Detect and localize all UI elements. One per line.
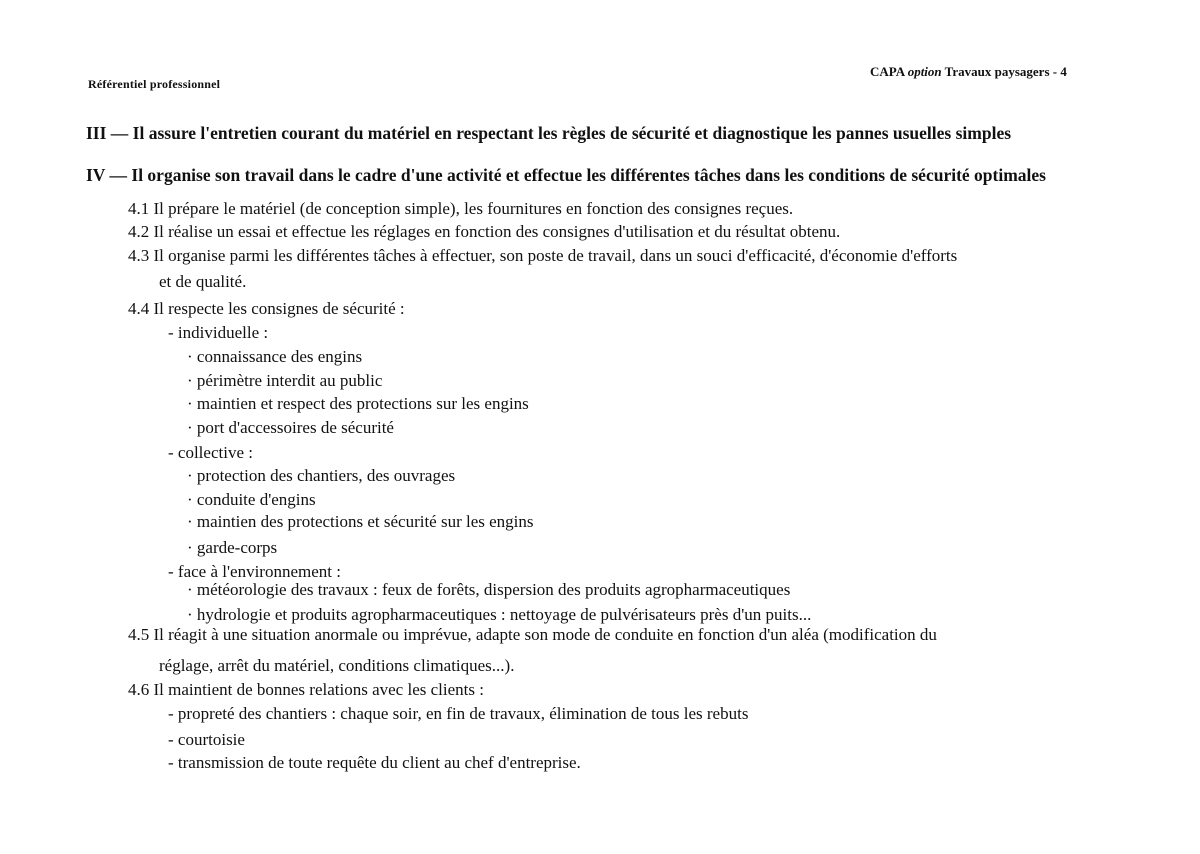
list-item: · port d'accessoires de sécurité bbox=[187, 418, 394, 437]
list-item: - courtoisie bbox=[168, 730, 245, 749]
item-4-2: 4.2 Il réalise un essai et effectue les réglages en fonction des consignes d'utilisation et du résultat obtenu. bbox=[128, 222, 841, 241]
list-item: · maintien des protections et sécurité sur les engins bbox=[187, 512, 534, 531]
header-right-prefix: CAPA bbox=[870, 64, 905, 79]
section-iii-heading: III — Il assure l'entretien courant du matériel en respectant les règles de sécurité et diagnostique les pannes usuelles simples bbox=[86, 123, 1012, 143]
list-item: · connaissance des engins bbox=[187, 347, 363, 366]
header-right-suffix: Travaux paysagers - 4 bbox=[944, 64, 1067, 79]
item-4-3-line1: 4.3 Il organise parmi les différentes tâches à effectuer, son poste de travail, dans un souci d'efficacité, d'économie d'efforts bbox=[128, 246, 958, 265]
item-4-4: 4.4 Il respecte les consignes de sécurité : bbox=[128, 299, 405, 318]
header-right bbox=[870, 64, 1067, 80]
list-item: - propreté des chantiers : chaque soir, en fin de travaux, élimination de tous les rebuts bbox=[168, 704, 749, 723]
item-4-5-line2: réglage, arrêt du matériel, conditions climatiques...). bbox=[159, 656, 515, 675]
list-item: - transmission de toute requête du client au chef d'entreprise. bbox=[168, 753, 581, 772]
list-item: · garde-corps bbox=[187, 538, 278, 557]
item-4-6: 4.6 Il maintient de bonnes relations avec les clients : bbox=[128, 680, 484, 699]
list-header-individuelle: - individuelle : bbox=[168, 323, 269, 342]
list-header-environnement: - face à l'environnement : bbox=[168, 562, 341, 581]
section-iv-heading: IV — Il organise son travail dans le cadre d'une activité et effectue les différentes tâches dans les conditions de sécurité optimales bbox=[86, 165, 1046, 185]
list-item: · météorologie des travaux : feux de forêts, dispersion des produits agropharmaceutiques bbox=[187, 580, 791, 599]
header-left: Référentiel professionnel bbox=[88, 77, 221, 91]
item-4-3-line2: et de qualité. bbox=[159, 272, 247, 291]
list-item: · maintien et respect des protections sur les engins bbox=[187, 394, 529, 413]
item-4-5-line1: 4.5 Il réagit à une situation anormale ou imprévue, adapte son mode de conduite en fonction d'un aléa (modification du bbox=[128, 625, 937, 644]
list-item: · protection des chantiers, des ouvrages bbox=[187, 466, 456, 485]
item-4-1: 4.1 Il prépare le matériel (de conception simple), les fournitures en fonction des consignes reçues. bbox=[128, 199, 794, 218]
list-item: · hydrologie et produits agropharmaceutiques : nettoyage de pulvérisateurs près d'un puits... bbox=[187, 605, 812, 624]
list-item: · conduite d'engins bbox=[187, 490, 316, 509]
list-header-collective: - collective : bbox=[168, 443, 253, 462]
header-right-italic: option bbox=[907, 64, 942, 79]
list-item: · périmètre interdit au public bbox=[187, 371, 383, 390]
